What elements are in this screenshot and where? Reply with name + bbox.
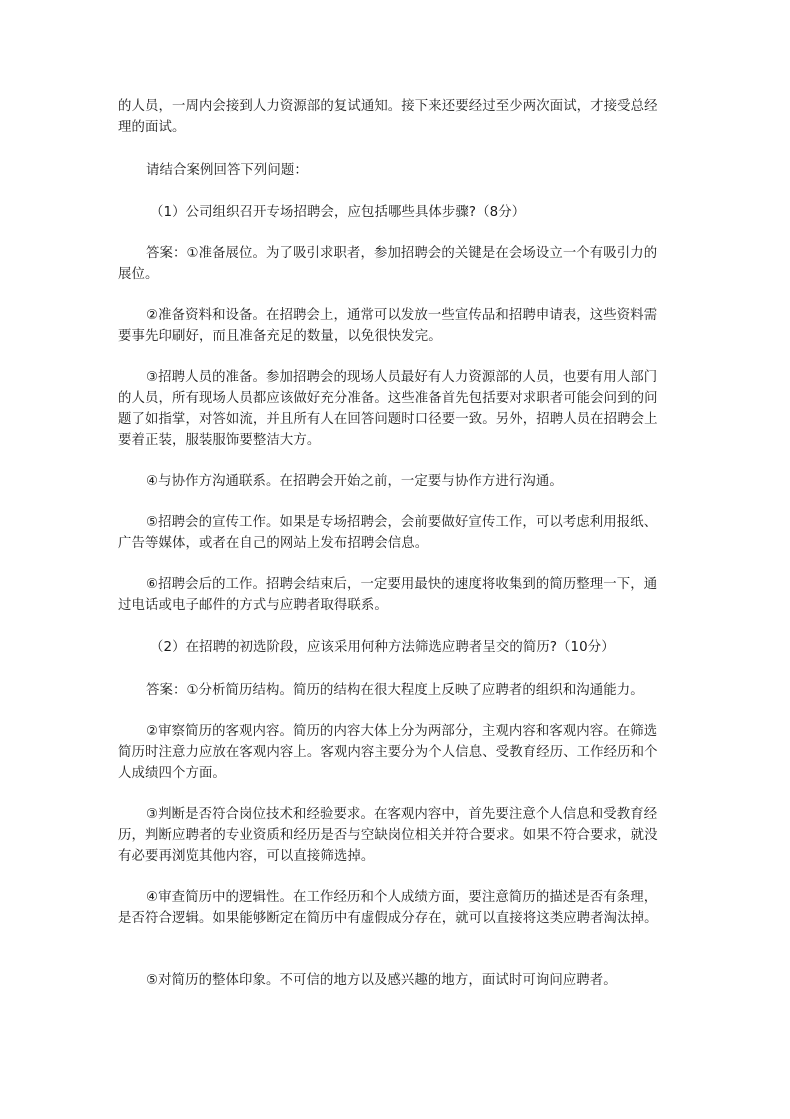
- answer-1-step-6: ⑥招聘会后的工作。招聘会结束后，一定要用最快的速度将收集到的简历整理一下，通过电话或电子邮件的方式与应聘者取得联系。: [118, 577, 658, 613]
- answer-1-step-4: ④与协作方沟通联系。在招聘会开始之前，一定要与协作方进行沟通。: [146, 474, 563, 489]
- answer-2-step-1: 答案：①分析简历结构。简历的结构在很大程度上反映了应聘者的组织和沟通能力。: [146, 683, 644, 698]
- question-2: （2）在招聘的初选阶段，应该采用何种方法筛选应聘者呈交的简历?（10分）: [150, 640, 615, 655]
- answer-2-step-2: ②审察简历的客观内容。简历的内容大体上分为两部分，主观内容和客观内容。在筛选简历时注意力应放在客观内容上。客观内容主要分为个人信息、受教育经历、工作经历和个人成绩四个方面。: [118, 724, 658, 781]
- paragraph-intro-continuation: 的人员，一周内会接到人力资源部的复试通知。接下来还要经过至少两次面试，才接受总经理的面试。: [118, 99, 658, 135]
- answer-2-step-3: ③判断是否符合岗位技术和经验要求。在客观内容中，首先要注意个人信息和受教育经历，判断应聘者的专业资质和经历是否与空缺岗位相关并符合要求。如果不符合要求，就没有必要再浏览其他内容，可以直接筛选掉。: [118, 807, 658, 864]
- paragraph-prompt: 请结合案例回答下列问题：: [146, 163, 308, 178]
- question-1: （1）公司组织召开专场招聘会，应包括哪些具体步骤?（8分）: [150, 205, 526, 220]
- answer-2-step-4: ④审查简历中的逻辑性。在工作经历和个人成绩方面，要注意简历的描述是否有条理，是否符合逻辑。如果能够断定在简历中有虚假成分存在，就可以直接将这类应聘者淘汰掉。: [118, 890, 658, 926]
- answer-2-step-5: ⑤对简历的整体印象。不可信的地方以及感兴趣的地方，面试时可询问应聘者。: [146, 973, 617, 988]
- answer-1-step-5: ⑤招聘会的宣传工作。如果是专场招聘会，会前要做好宣传工作，可以考虑利用报纸、广告等媒体，或者在自己的网站上发布招聘会信息。: [118, 515, 658, 551]
- answer-1-step-1: 答案：①准备展位。为了吸引求职者，参加招聘会的关键是在会场设立一个有吸引力的展位。: [118, 246, 658, 282]
- answer-1-step-2: ②准备资料和设备。在招聘会上，通常可以发放一些宣传品和招聘申请表，这些资料需要事先印刷好，而且准备充足的数量，以免很快发完。: [118, 308, 658, 344]
- answer-1-step-3: ③招聘人员的准备。参加招聘会的现场人员最好有人力资源部的人员，也要有用人部门的人员，所有现场人员都应该做好充分准备。这些准备首先包括要对求职者可能会问到的问题了如指掌，对答如流，并且所有人在回答问题时口径要一致。另外，招聘人员在招聘会上要着正装，服装服饰要整洁大方。: [118, 370, 658, 448]
